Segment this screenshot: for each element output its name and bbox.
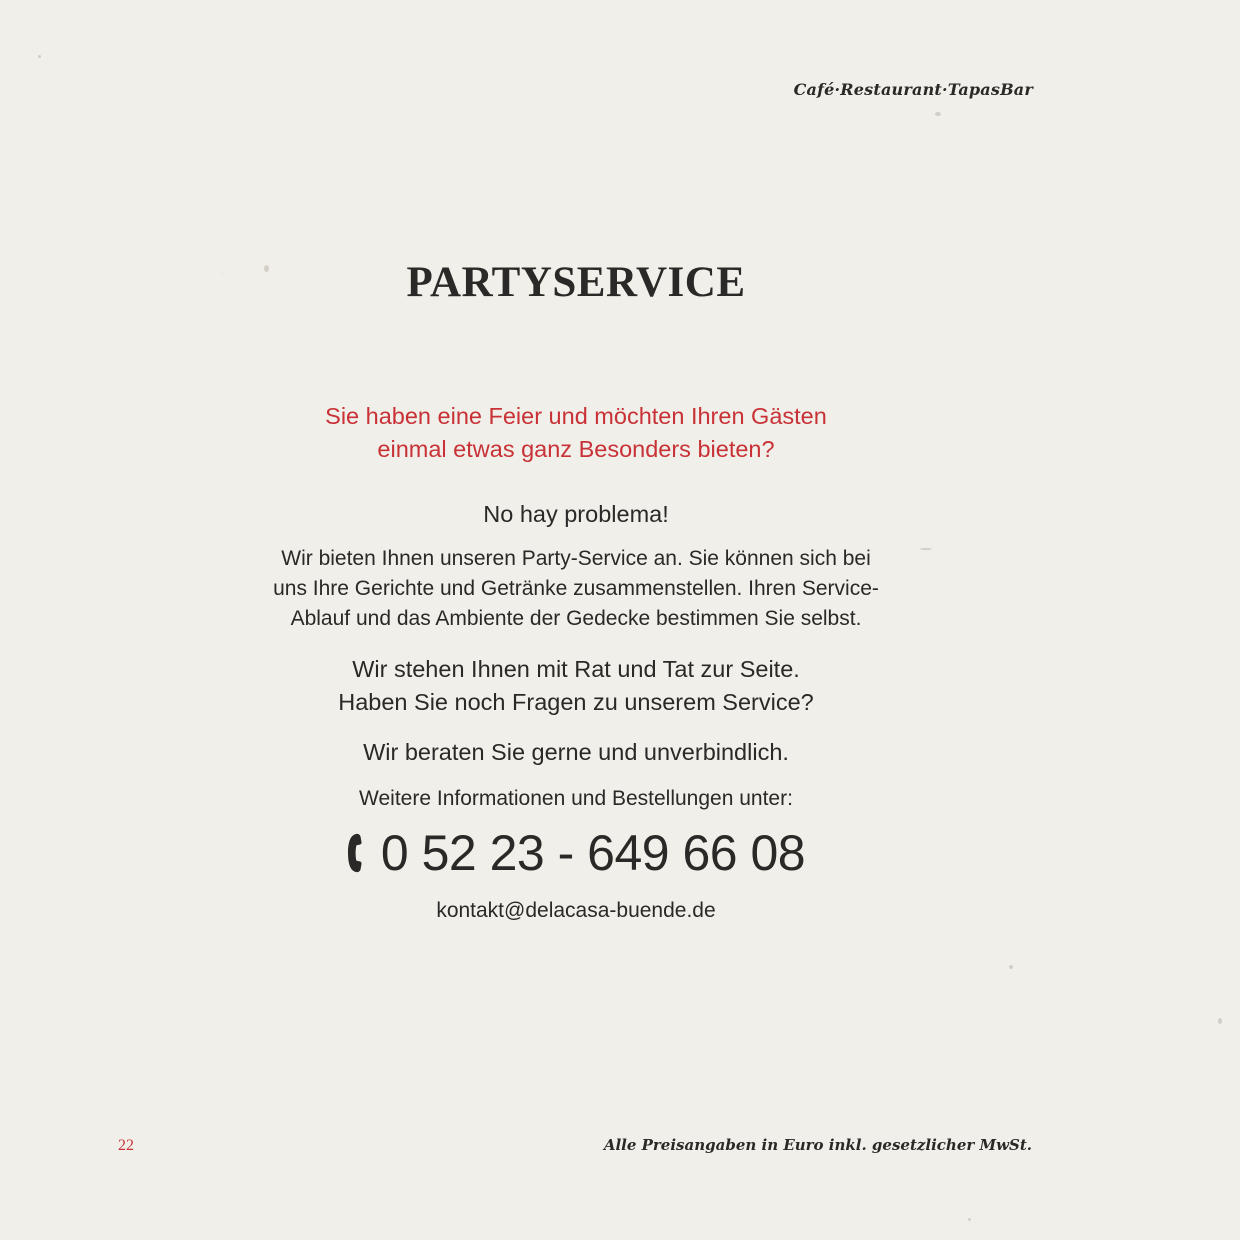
phone-handset-icon: [347, 833, 369, 873]
paper-speck: [38, 55, 41, 58]
page-number: 22: [118, 1137, 134, 1154]
page-title: PARTYSERVICE: [406, 259, 746, 306]
email-link[interactable]: kontakt@delacasa-buende.de: [436, 899, 716, 922]
paper-speck: [1009, 965, 1013, 969]
header-brand: Café·Restaurant·TapasBar: [793, 80, 1033, 99]
support-line: Wir stehen Ihnen mit Rat und Tat zur Seite.: [352, 656, 800, 682]
paper-speck: [935, 112, 941, 116]
description-line: Wir bieten Ihnen unseren Party-Service an. Sie können sich bei: [281, 547, 871, 570]
paper-speck: [1218, 1018, 1222, 1024]
main-content: [226, 400, 926, 926]
intro-question: [226, 400, 926, 466]
lead-text: No hay problema!: [483, 501, 669, 527]
phone-number[interactable]: 0 52 23 - 649 66 08: [380, 825, 806, 881]
support-line: Haben Sie noch Fragen zu unserem Service?: [338, 689, 814, 715]
price-note: Alle Preisangaben in Euro inkl. gesetzlicher MwSt.: [603, 1136, 1032, 1154]
intro-line: Sie haben eine Feier und möchten Ihren Gästen: [325, 403, 827, 429]
paper-speck: [968, 1218, 971, 1221]
more-info-text: Weitere Informationen und Bestellungen unter:: [359, 787, 793, 810]
support-text: [226, 653, 926, 719]
description-line: Ablauf und das Ambiente der Gedecke bestimmen Sie selbst.: [290, 607, 862, 630]
service-description: [226, 544, 926, 634]
description-line: uns Ihre Gerichte und Getränke zusammenstellen. Ihren Service-: [273, 577, 879, 600]
advice-text: Wir beraten Sie gerne und unverbindlich.: [363, 739, 789, 765]
phone-contact[interactable]: [226, 824, 926, 882]
intro-line: einmal etwas ganz Besonders bieten?: [377, 436, 775, 462]
